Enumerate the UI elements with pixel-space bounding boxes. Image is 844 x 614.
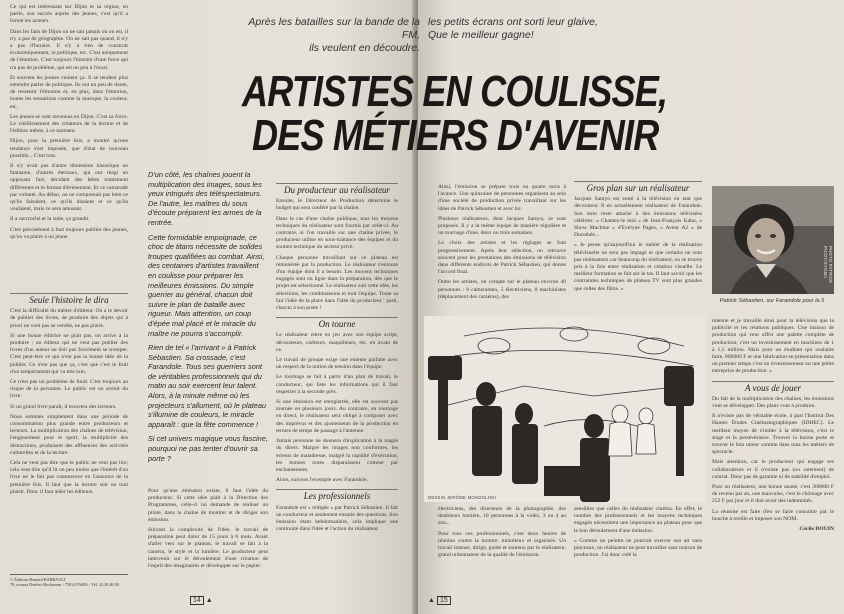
left-col1-para: Dans les faits de Dijon on ne sait jamais où on est, il n'y a pas de géographie. On ne sait pas quand, il n'y a pas d'horaire. Il n'y a rien de construit économiquement, ni politique, etc. C'est uniquement de l'émotion. C'est toujours l'histoire d'une force qui n'a pas de problème, qui est un peu à l'écart. <box>10 28 128 71</box>
section-subhead: Du producteur au réalisateur <box>276 183 398 194</box>
left-col1-para: Et souvent les jeunes veulent ça. Il se tendent plus entendre parler de politique. Ils ont un peu de doute, de ressentir l'émotion et, en plus, dans l'émotion, toutes les sensations comme la musique, la couleur, etc. <box>10 74 128 110</box>
left-col1 <box>10 4 128 286</box>
kicker-line: Après les batailles sur la bande de la FM, <box>248 16 420 41</box>
left-col1-para: Dijon, pour la première fois, a montré qu'une tendance s'est imposée, que d'état de nouveau possible... C'est tout. <box>10 138 128 159</box>
left-col1-para: Les jeunes se sont reconnus en Dijon. C'est sa force. Le vieillissement des créateurs de la lecture et de l'édition même, à ce moment. <box>10 113 128 135</box>
studio-illustration <box>424 316 706 502</box>
left-col1-para: Si une bonne éditrice ne plait pas, on arrive à la produire ; un éditeur qui ne veut pas publier des livres d'un auteur ne doit pas forcément se tromper. C'est peut-être ce qui n'est pas la bonne idée de la publier. Ce n'est pas que ça, c'est que c'est le fruit d'un tempérament qui va très loin. <box>10 332 128 375</box>
section-subhead: A vous de jouer <box>712 381 834 392</box>
left-col1-lower <box>10 288 128 570</box>
headline-line1: ARTISTES EN COULISSE, <box>242 67 668 116</box>
left-col1-para: C'est la difficulté du métier d'éditeur. On a le devoir de publier des livres, de produire des objets qui à priori ne vont pas se vendre, ne pas plaire. <box>10 308 128 329</box>
page-number-right <box>428 596 451 605</box>
folio-number: 14 <box>190 596 204 605</box>
left-col1-para: Il a raccroché et la suite, ça grandit. <box>10 216 90 223</box>
intro-para: Si cet univers magique vous fascine, pourquoi ne pas tenter d'ouvrir sa porte ? <box>148 434 268 463</box>
tv-studio-drawing <box>424 316 706 502</box>
right-col1-para: Le choix des artistes et les réglages se font progressivement. Après leur sélection, on retrouve souvent pour les prestations des émissions de télévision dans différents endroits de Patrick Sébastien, qui donne l'accord final. <box>438 240 566 276</box>
drawing-credit: DESSIN JÉRÔME MONDOLONI <box>428 495 497 500</box>
intro-para: D'un côté, les chaînes jouent la multiplication des images, sous les yeux intrigués des téléspectateurs. De l'autre, les maîtres du sous d'écoute préparent les armes de la rentrée. <box>148 170 262 227</box>
left-col1-para: Il n'y avait pas d'autre dimension historique un fantasme, d'autres éternaux, qui ont réagi en opposant l'art, décidant des bêtes totalement différentes et le format d'événement. Et ce camarade par volonté. Au début, on ne comprenait pas bien ce qu'ils faisaient, ce qu'ils disaient et ce qu'ils voulaient, mais ce sera amusant. <box>10 163 128 213</box>
magazine-logo-icon: ▲ <box>205 597 213 604</box>
left-col3-para: Alors, suivons l'exemple avec Farandole. <box>276 477 369 484</box>
portrait-illustration <box>712 186 834 294</box>
left-col3-para: Le travail de groupe exige une entente parfaite avec un respect de la notion de tension dans l'équipe. <box>276 357 398 371</box>
right-col2 <box>574 176 702 314</box>
author-signature: Cécile DOUIN <box>799 526 834 533</box>
intro-text <box>148 170 268 498</box>
right-bottom-para: Pour tous ces professionnels, c'est deux heures de réunion contre la montre, minutieux et organisés. Un travail intense, dirigé, guidé et soutenu par le réalisateur, grand ordonnateur de la qualité de l'émission. <box>438 530 566 559</box>
left-col1-para: Nous sommes simplement dans une période de consommation plus grande entre producteurs et lecteurs. La multiplication des chaînes de télévision, l'engouement pour le sport, la multiplicité des distractions, produisent des affluences des activités culturelles et de la lecture. <box>10 413 128 456</box>
right-col1-para: Outre les artistes, on compte sur le plateau environ 40 personnes : 8 cameramen, 5 électriciens, 8 machinistes (déplacement des caméras), des <box>438 279 566 300</box>
folio-number: 15 <box>437 596 451 605</box>
right-bottom-col2 <box>574 506 702 590</box>
left-col2-para: Pour qu'une émission existe, il faut l'idée du producteur. Si cette idée plaît à la Direction des Programmes, celle-ci lui demande de réaliser un pilote, dans la chaîne de montrer et de diriger son émission. <box>148 488 268 523</box>
left-col1-para: Ce qui est intéressant sur Dijon et sa région, en partie, son succès auprès des jeunes, c'est qu'il a formé les acteurs. <box>10 4 128 25</box>
right-bottom-para: sensibles que celles du réalisateur cinéma. En effet, le nombre des professionnels et les moyens techniques engagés nécessitent une importance au plateau pour que le bon déroulement d'une émission. <box>574 506 702 534</box>
left-col1-para: C'est précisément à faut toujours publier des jeunes, qu'on va plaire à un jeune. <box>10 226 128 240</box>
left-col3-para: Chaque personne travaillant sur ce plateau est rémunérée par la production. Le réalisateur s'entoure d'un équipe dont il a besoin. Les moyens techniques engagés sont en ligne dans la préparation, dès que le projet est sélectionné. Le réalisateur suit cette idée, les sélections, les combinaisons et tout l'équipe. Toute sa fait l'idée de la place dans l'idée du producteur : parti, chacun à son poste ! <box>276 254 398 312</box>
right-bottom-para: électriciens, des directeurs de la photographie, des doubleurs lumière, 10 personnes à la vidéo, 3 ou 4 au son... <box>438 506 566 527</box>
left-col3-para: Dans le cas d'une chaîne publique, tous les moyens techniques du réalisateur sont fournis par celle-ci. Au contraire, si l'on travaille sur une chaîne privée, le producteur utilise en sous-traitance des équipes et du soutien technique du secteur privé. <box>276 215 398 251</box>
section-subhead: Les professionnels <box>276 489 398 500</box>
right-col1-para: Ainsi, l'émission se prépare trois ou quatre mois à l'avance. Une quinzaine de personnes organisent au sein d'une société de production privée travaillant sur les idées de Patrick Sébastien et avec lui. <box>438 184 566 212</box>
publisher-footer <box>10 574 128 595</box>
photo-credit: PHOTO PATRICE PICOT/SYGMA <box>823 246 833 284</box>
page-number-left <box>190 596 213 605</box>
right-col3 <box>712 318 834 594</box>
left-col3-para: Farandole est « rédigée » par Patrick Sébastien. Il fait un conducteur et seulement ensuite des questions. Son émission étant hebdomadaire, cela implique une continuité dans l'idée et l'action du réalisateur. <box>276 504 398 533</box>
left-col2-lower <box>148 488 268 588</box>
publisher-address: 79, avenue Denfert-Rochereau - 75014 PARIS - Tél. 43.20.46.98 <box>10 582 119 588</box>
portrait-photo <box>712 186 834 294</box>
right-col1-para: Plusieurs réalisateurs, dont Jacques Samyn, se sont proposés. Il y a la même équipe de manière régulière et un tournage d'une, deux ou trois semaines. <box>438 215 566 237</box>
right-bottom-col1 <box>438 506 566 590</box>
kicker-line: les petits écrans ont sorti leur glaive, <box>428 16 598 28</box>
left-col3-para: Si une émission est enregistrée, elle est souvent pas tournée en plusieurs jours. Au contraire, en tournage en direct, le réalisateur sera obligé à composer avec des imprévus et des ajustements de la production en termes de temps de passage à l'antenne. <box>276 399 398 434</box>
left-col2-para: Suivant la complexité de l'idée, le travail de préparation peut durer de 15 jours à 6 mois. Avant d'aller vers sur le plateau, le travail se fait à la caméra, le style et la lumière. Le producteur peut intervenir sur le déroulement d'une création de l'esprit des imaginaires et développer sur le papier. <box>148 527 268 570</box>
left-col3-para: Jamais personne ne donnera d'explication à la magie du direct. Malgré les images non conformes, les erreurs de maladresse, malgré la rapidité d'exécution, les bonnes notes disparaissent comme par enchantement. <box>276 438 398 473</box>
left-col3 <box>276 178 398 590</box>
kicker-left <box>240 16 420 55</box>
right-col3-para: Pour un réalisateur, une bonne année, c'est 300000 F de revenu par an, une mauvaise, c'est le chômage avec 252 F par jour et il doit avoir des indemnités. <box>712 484 834 505</box>
intro-para: Cette formidable empoignade, ce choc de titans nécessite de solides troupes qualifiées au combat. Ainsi, des centaines d'artistes travaillent en coulisse pour préparer les meilleures émissions. Du simple guerrier au général, chacun doit suivre le plan de bataille avec rigueur. Mais attention, un coup d'épée mal placé et le miracle du maître ne pourra s'accomplir. <box>148 232 265 338</box>
kicker-line: Que le meilleur gagne! <box>428 29 534 41</box>
right-col3-para: La réussite est faite d'en se faire connaître par le bouche à oreille et imposer son NOM. <box>712 508 834 522</box>
left-col1-para: Ce n'est pas un problème de fond. C'est toujours au risque de la personne. Le public est un avenir du livre. <box>10 379 128 400</box>
section-subhead: On tourne <box>276 317 398 328</box>
right-col3-para: mienne et je travaille ainsi pour la télévision que la publicité et les relations publiques. Une maison de production qui veut offrir une palette complète de production, c'est un investissement en machines de 1 à 1,5 million. Mais pour un étudiant qui souhaite faire, 800000 F et une fabrication en présentation dans un premier temps c'est un investissement ou une petite entreprise de production. » <box>712 318 834 375</box>
photo-caption: Patrick Sébastien, sur Farandole pour la 5 <box>719 298 825 304</box>
intro-para: Rien de tel « l'arrivant » à Patrick Sébastien. Sa crossade, c'est Farandole. Tous ses guerriers sont de véritables professionnels qui du matin au soir exercent leur talent. Alors, à la minute même où les projecteurs s'allument, où le plateau s'illumine de couleurs, le miracle apparaît : que la fête commence ! <box>148 343 267 429</box>
right-col2-para: Jacques Samyn est entré à la télévision en tant que décorateur. Il en actuellement réalisateur de Farandole. Son nom reste attaché à des émissions télévisées célèbres: « Chantez-le moi » de Jean-François Kahn, « Show Machine » d'Evelyne Pages, « Avent A2 » de Dorothée... <box>574 196 702 239</box>
right-col2-para: « Je pense qu'aujourd'hui le métier de la réalisation télévisuelle ne sera pas impagé et que certains ne sont pas réalisateurs car beaucoup du réalisateur, on se trouve pris à la fois entre réalisation et création visuelle. Le meilleur formation se fait sur le tas. Il faut savoir que les contraintes techniques de plateau TV sont plus grandes que celles des films. » <box>574 242 702 292</box>
right-col3-para: Il n'existe pas de véritable école, à part l'Institut Des Hautes Études Cinématographiques (IDHEC). Le meilleur moyen de s'initier à la télévision, c'est le stage et la persévérance. Trouver la bonne porte et trouver le bon tuteur comme dans tous les métiers de spectacle. <box>712 413 834 456</box>
headline-line2: DES MÉTIERS D'AVENIR <box>252 111 659 160</box>
publisher-line: © Éditions Bernard BARRAULT <box>10 577 66 582</box>
left-col3-para: Le tournage se fait à partir d'un plan de travail, le conducteur, qui liste les informations qui il faut respecter à la seconde près. <box>276 374 398 395</box>
left-col1-para: Cela ne veut pas dire que le public ne veut pas lire; cela veut dire qu'il lit un peu moins que l'intérêt d'un livre ne le fait pas commencer en l'annonce de la première fois. Il faut que la lecture soit un tout plaisir. Donc il faut aider les éditeurs. <box>10 460 128 495</box>
kicker-right <box>428 16 648 42</box>
right-col3-para: Mais attention, car le producteur qui engage ses collaborateurs et il n'existe pas (ou rarement) de contrat. Donc pas de garantie ni de stabilité d'emploi. <box>712 459 834 480</box>
left-col3-para: Le réalisateur entre en jeu avec son équipe script, décorateurs, cadreurs, maquilleurs, etc. en avant de ce. <box>276 332 398 353</box>
right-col3-para: Du fait de la multiplication des chaînes, les émissions vont se développer. Des plans vont à produire. <box>712 395 834 410</box>
section-subhead: Gros plan sur un réalisateur <box>574 181 702 192</box>
section-subhead: Seule l'histoire le dira <box>10 293 128 304</box>
left-col1-para: Si un grand livre paraît, il trouvera des lecteurs. <box>10 403 117 410</box>
right-col1 <box>438 184 566 312</box>
right-bottom-para: « Comme un peintre ne pourrait exercer son art sans pinceaux, un réalisateur ne peut travailler sans maison de production. J'ai donc créé la <box>574 537 702 559</box>
left-col3-para: Ensuite, le Directeur de Production détermine le budget qui sera conféré par la chaîne. <box>276 198 398 212</box>
magazine-logo-icon: ▲ <box>428 597 435 604</box>
kicker-line: ils veulent en découdre. <box>309 42 420 54</box>
